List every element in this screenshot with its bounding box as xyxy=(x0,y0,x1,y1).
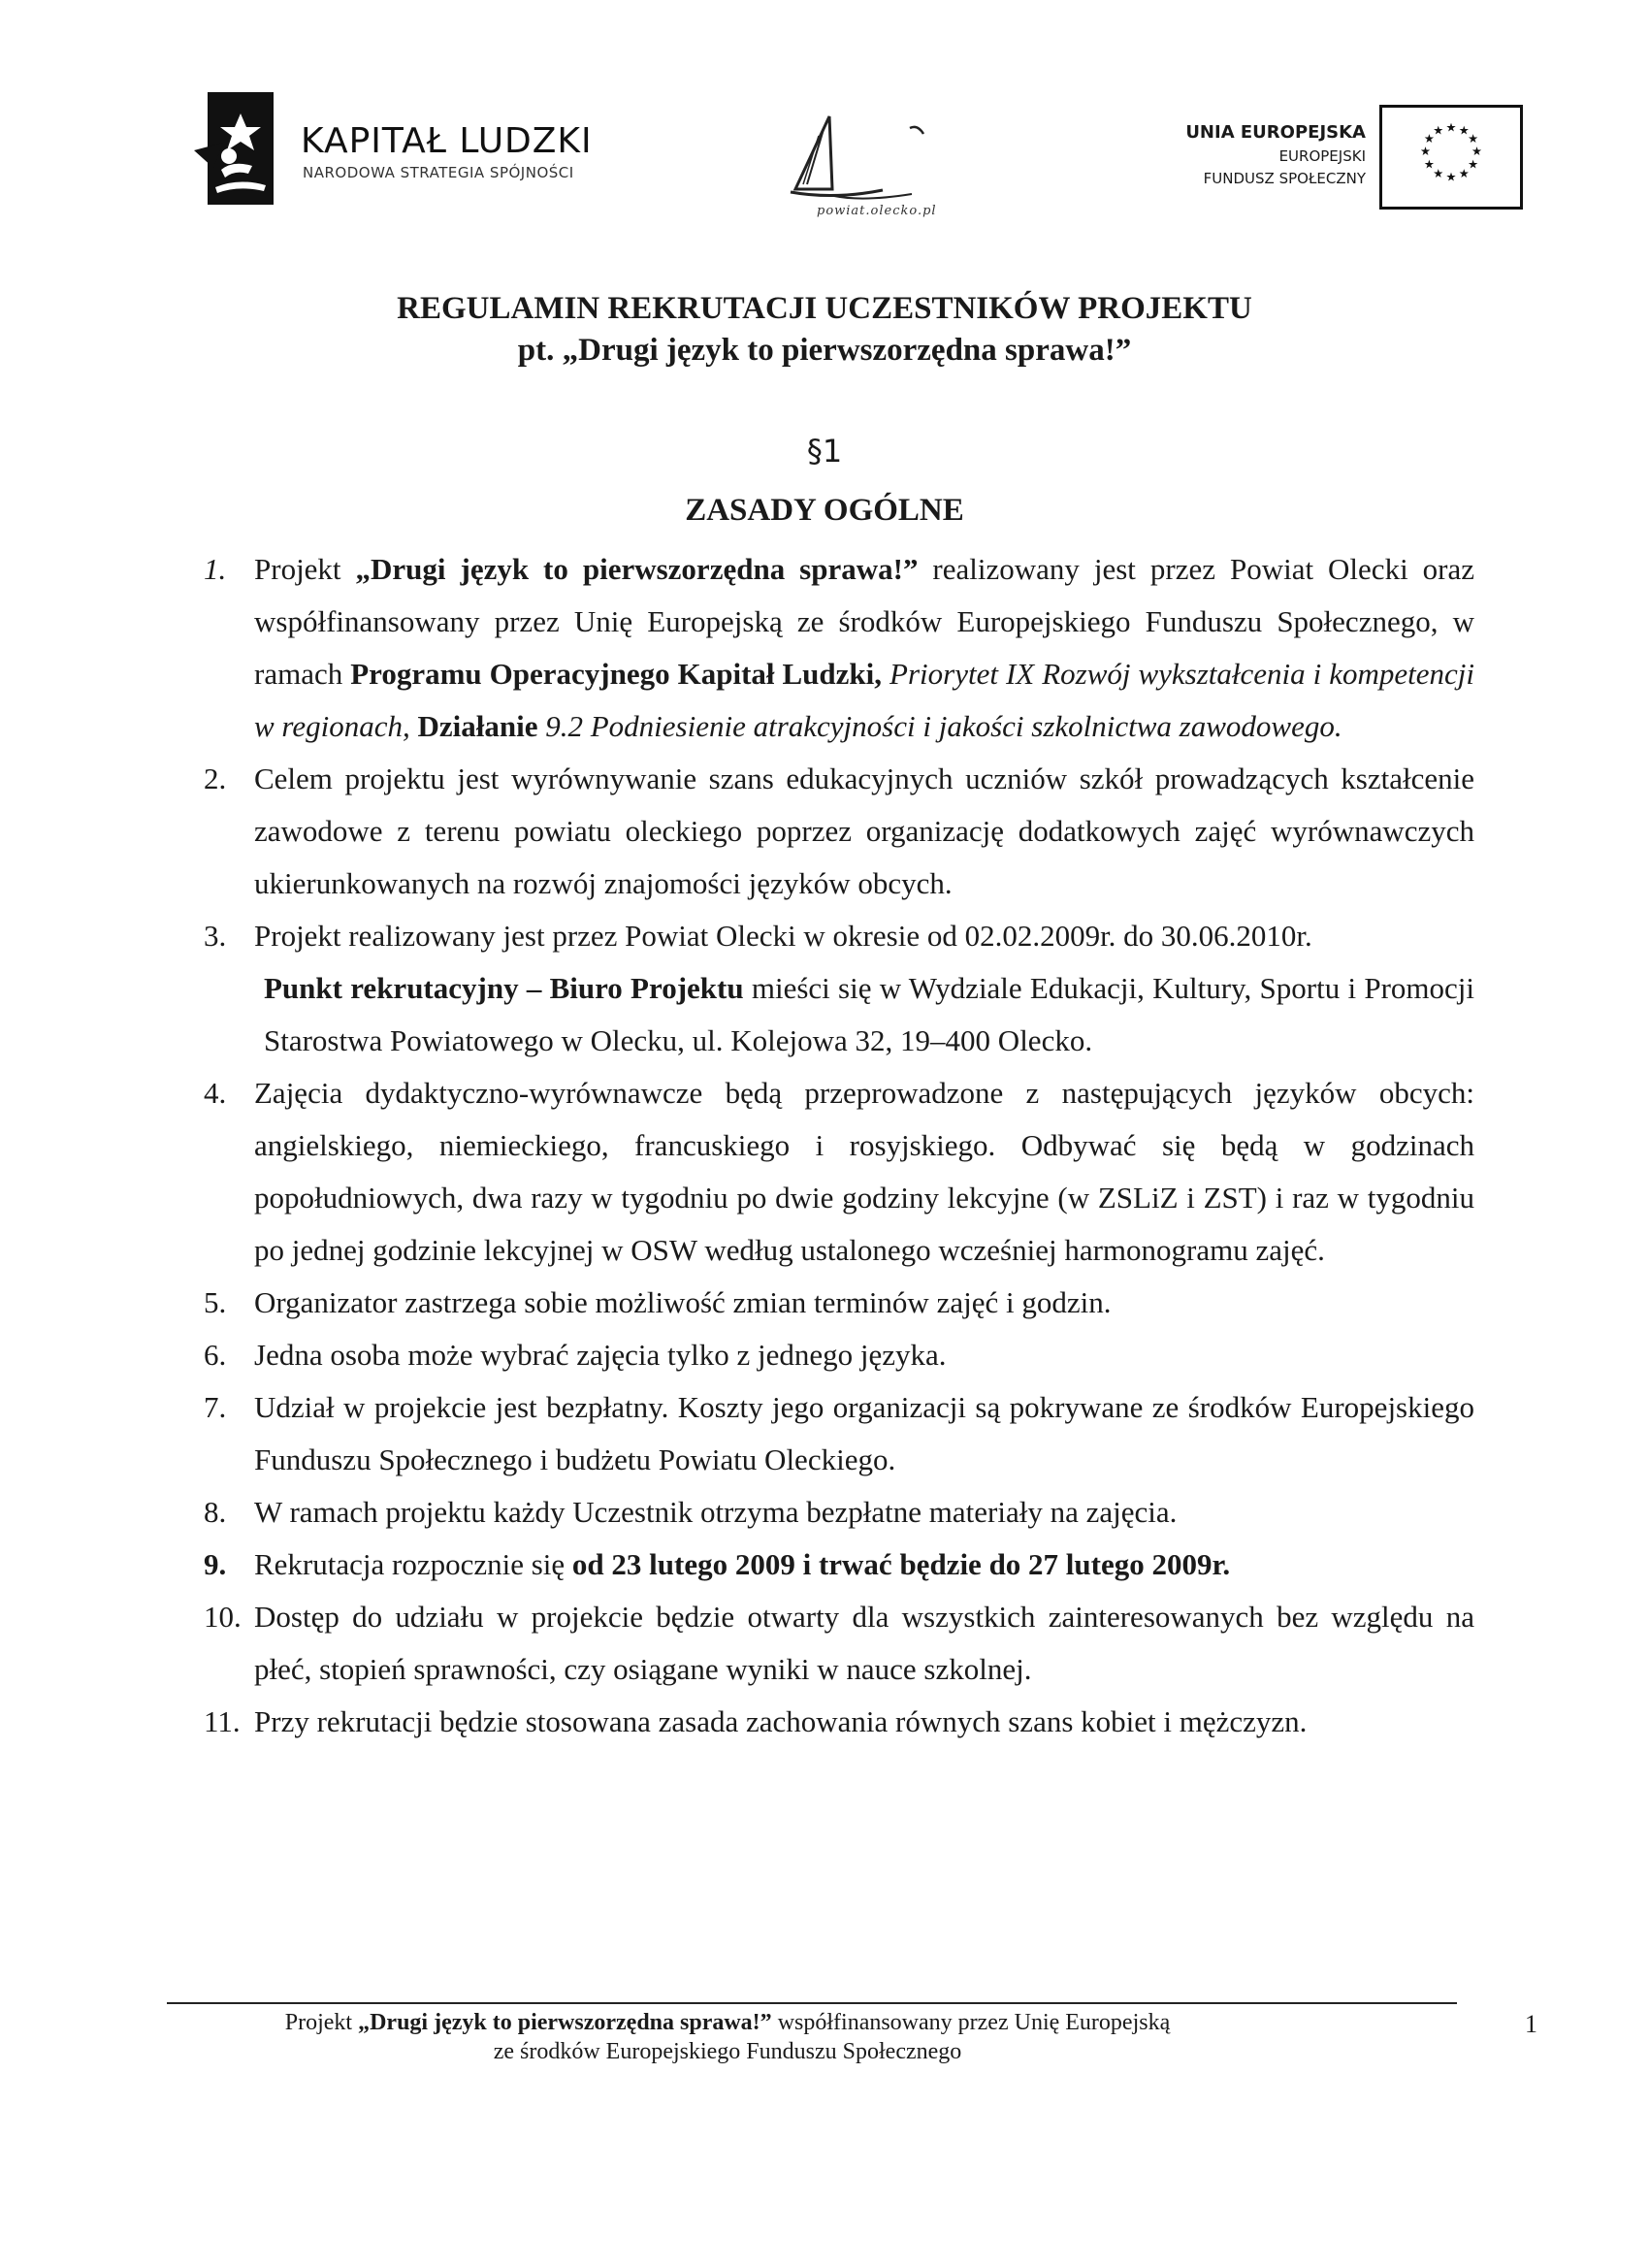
eu-flag-stars-icon xyxy=(1379,105,1523,210)
item-text: Zajęcia dydaktyczno-wyrównawcze będą przeprowadzone z następujących języków obcych: angielskiego, niemieckiego, francuskiego i rosyjskiego. Odbywać się będą w godzinach popołudniowych, dwa razy w tygodniu po dwie godziny lekcyjne (w ZSLiZ i ZST) i raz w tygodniu po jednej godzinie lekcyjnej w OSW według ustalonego wcześniej harmonogramu zajęć. xyxy=(254,1076,1474,1267)
svg-text:★: ★ xyxy=(1423,157,1435,172)
svg-text:★: ★ xyxy=(1445,170,1457,184)
item-text: Jedna osoba może wybrać zajęcia tylko z jednego języka. xyxy=(254,1338,947,1372)
list-item xyxy=(204,1381,1474,1486)
list-item xyxy=(204,1277,1474,1329)
footer-line-1: Projekt „Drugi język to pierwszorzędna sprawa!” współfinansowany przez Unię Europejską xyxy=(284,2010,1171,2035)
svg-text:★: ★ xyxy=(1445,120,1457,135)
item-text: Projekt „Drugi język to pierwszorzędna sprawa!” realizowany jest przez Powiat Olecki oraz współfinansowany przez Unię Europejską ze środków Europejskiego Funduszu Społecznego, w ramach Programu Operacyjnego Kapitał Ludzki, Priorytet IX Rozwój wykształcenia i kompetencji w regionach, Działanie 9.2 Podniesienie atrakcyjności i jakości szkolnictwa zawodowego. xyxy=(254,552,1475,743)
item-text: Przy rekrutacji będzie stosowana zasada zachowania równych szans kobiet i mężczyzn. xyxy=(254,1704,1308,1738)
item-number: 1. xyxy=(204,552,227,586)
item-text: Rekrutacja rozpocznie się od 23 lutego 2009 i trwać będzie do 27 lutego 2009r. xyxy=(254,1547,1231,1581)
item-number: 6. xyxy=(204,1338,227,1372)
paragraph-number: §1 xyxy=(806,433,843,470)
document-title: REGULAMIN REKRUTACJI UCZESTNIKÓW PROJEKTU xyxy=(397,291,1252,326)
kapital-ludzki-title: KAPITAŁ LUDZKI xyxy=(301,121,593,161)
powiat-olecki-logo xyxy=(776,107,970,223)
list-item xyxy=(204,1591,1474,1696)
item-text: Projekt realizowany jest przez Powiat Olecki w okresie od 02.02.2009r. do 30.06.2010r. xyxy=(254,919,1312,953)
svg-text:★: ★ xyxy=(1423,131,1435,146)
item-number: 4. xyxy=(204,1076,227,1110)
list-item xyxy=(204,1067,1474,1277)
section-heading: ZASADY OGÓLNE xyxy=(685,493,964,528)
page-number: 1 xyxy=(1525,2010,1537,2038)
svg-text:★: ★ xyxy=(1468,157,1479,172)
item-number: 3. xyxy=(204,919,227,953)
list-item xyxy=(204,1696,1474,1748)
item-number: 7. xyxy=(204,1390,227,1424)
eu-logo xyxy=(1077,105,1523,211)
list-item xyxy=(204,910,1474,1067)
item-number: 10. xyxy=(204,1600,242,1634)
powiat-url: powiat.olecko.pl xyxy=(817,204,937,218)
item-number: 11. xyxy=(204,1704,241,1738)
list-item xyxy=(204,753,1474,910)
rules-list xyxy=(204,543,1474,1748)
item-number: 9. xyxy=(204,1547,227,1581)
kapital-ludzki-logo xyxy=(194,92,640,209)
list-item xyxy=(204,1539,1474,1591)
item-text: Dostęp do udziału w projekcie będzie otwarty dla wszystkich zainteresowanych bez względu na płeć, stopień sprawności, czy osiągane wyniki w nauce szkolnej. xyxy=(254,1600,1474,1686)
list-item xyxy=(204,1329,1474,1381)
svg-text:★: ★ xyxy=(1471,145,1482,159)
sailboat-icon xyxy=(776,107,970,213)
svg-text:★: ★ xyxy=(1420,145,1432,159)
item-text: Udział w projekcie jest bezpłatny. Koszty jego organizacji są pokrywane ze środków Europejskiego Funduszu Społecznego i budżetu Powiatu Oleckiego. xyxy=(254,1390,1474,1476)
svg-text:★: ★ xyxy=(1458,123,1470,138)
svg-text:★: ★ xyxy=(1458,166,1470,180)
footer-divider xyxy=(167,2002,1457,2004)
list-item xyxy=(204,543,1474,753)
eu-fund-label-2: FUNDUSZ SPOŁECZNY xyxy=(1203,170,1366,187)
eu-union-label: UNIA EUROPEJSKA xyxy=(1185,122,1366,143)
item-text-recruitment-point: Punkt rekrutacyjny – Biuro Projektu mieści się w Wydziale Edukacji, Kultury, Sportu i Promocji Starostwa Powiatowego w Olecku, ul. Kolejowa 32, 19–400 Olecko. xyxy=(264,971,1474,1057)
kapital-ludzki-subtitle: NARODOWA STRATEGIA SPÓJNOŚCI xyxy=(303,164,574,181)
svg-text:★: ★ xyxy=(1433,123,1444,138)
item-text: W ramach projektu każdy Uczestnik otrzyma bezpłatne materiały na zajęcia. xyxy=(254,1495,1178,1529)
svg-text:★: ★ xyxy=(1468,131,1479,146)
kapital-ludzki-emblem-icon xyxy=(194,92,274,205)
svg-text:★: ★ xyxy=(1433,166,1444,180)
item-number: 2. xyxy=(204,761,227,795)
item-number: 8. xyxy=(204,1495,227,1529)
item-text: Organizator zastrzega sobie możliwość zmian terminów zajęć i godzin. xyxy=(254,1285,1112,1319)
project-name: pt. „Drugi język to pierwszorzędna sprawa!” xyxy=(517,333,1132,368)
footer-line-2: ze środków Europejskiego Funduszu Społecznego xyxy=(493,2039,962,2064)
item-number: 5. xyxy=(204,1285,227,1319)
list-item xyxy=(204,1486,1474,1539)
eu-fund-label-1: EUROPEJSKI xyxy=(1278,147,1366,165)
item-text: Celem projektu jest wyrównywanie szans edukacyjnych uczniów szkół prowadzących kształcenie zawodowe z terenu powiatu oleckiego poprzez organizację dodatkowych zajęć wyrównawczych ukierunkowanych na rozwój znajomości języków obcych. xyxy=(254,761,1474,900)
